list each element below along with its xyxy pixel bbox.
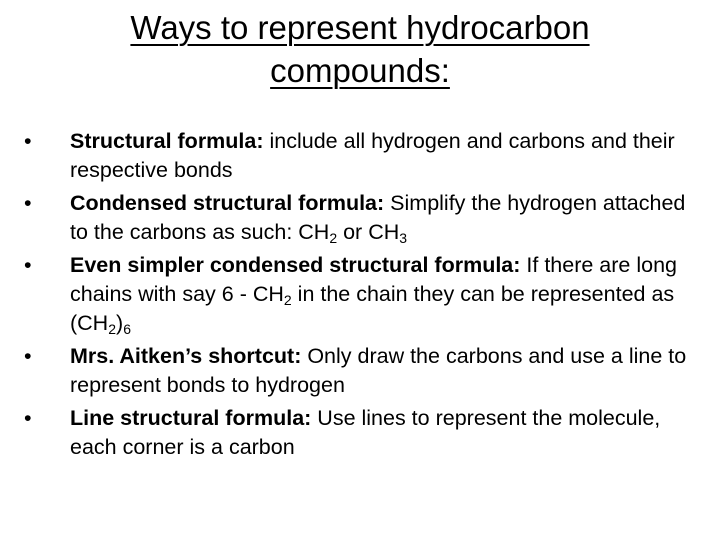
title-line-2: compounds: (270, 52, 450, 89)
subscript: 2 (283, 292, 292, 308)
bullet-aitken-shortcut (24, 342, 704, 400)
bullet-structural-formula (24, 127, 704, 185)
bullet-text: If there are long chains with say 6 - CH (70, 253, 677, 306)
subscript: 2 (108, 321, 117, 337)
subscript: 6 (123, 321, 131, 337)
subscript: 3 (399, 230, 408, 246)
bullet-dot: • (24, 253, 32, 277)
bullet-text: in the chain they can be represented as (CH (70, 282, 675, 335)
bullet-list (24, 127, 704, 462)
bullet-term: Condensed structural formula: (70, 191, 385, 215)
bullet-term: Structural formula: (70, 129, 264, 153)
bullet-term: Mrs. Aitken’s shortcut: (70, 344, 302, 368)
bullet-condensed-formula (24, 189, 704, 247)
bullet-text: include all hydrogen and carbons and their respective bonds (70, 129, 675, 182)
title-line-1: Ways to represent hydrocarbon (130, 9, 590, 46)
bullet-dot: • (24, 344, 32, 368)
bullet-dot: • (24, 406, 32, 430)
bullet-text: ) (116, 311, 124, 335)
bullet-text: Simplify the hydrogen attached to the carbons as such: CH (70, 191, 686, 244)
bullet-text: or CH (337, 220, 400, 244)
bullet-simpler-condensed-formula (24, 251, 704, 338)
bullet-dot: • (24, 191, 32, 215)
bullet-term: Even simpler condensed structural formula: (70, 253, 521, 277)
bullet-line-structural-formula (24, 404, 704, 462)
bullet-text: Use lines to represent the molecule, each corner is a carbon (70, 406, 661, 459)
slide-title (60, 6, 660, 92)
bullet-term: Line structural formula: (70, 406, 312, 430)
bullet-dot: • (24, 129, 32, 153)
bullet-text: Only draw the carbons and use a line to represent bonds to hydrogen (70, 344, 687, 397)
subscript: 2 (329, 230, 338, 246)
